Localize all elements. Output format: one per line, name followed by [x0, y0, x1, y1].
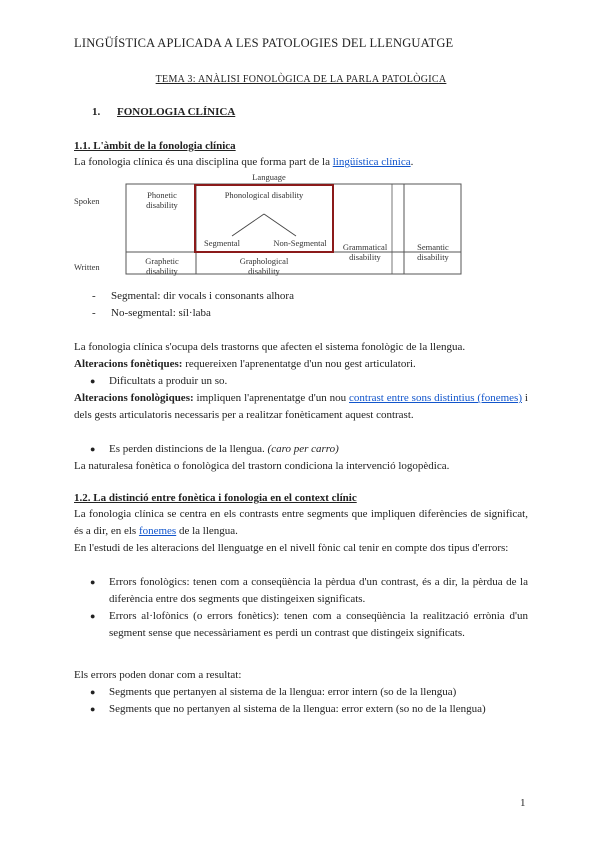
bullet-phonetic: [90, 373, 528, 390]
bullet-text: Dificultats a produir un so.: [109, 375, 228, 387]
diagram-segmental: Segmental: [204, 238, 240, 248]
section-number: 1.: [92, 106, 101, 118]
phonetic-alt-label: Alteracions fonètiques:: [74, 358, 183, 370]
link-linguistica-clinica[interactable]: lingüística clínica: [332, 156, 411, 168]
dash-mark: -: [92, 307, 96, 319]
phonological-alt-label: Alteracions fonològiques:: [74, 392, 194, 404]
bullet-mark: ●: [90, 376, 96, 386]
dash-text: Segmental: dir vocals i consonants alhora: [111, 290, 294, 302]
bullet-mark: ●: [90, 704, 96, 714]
bullet-mark: ●: [90, 687, 96, 697]
topic-title: TEMA 3: ANÀLISI FONOLÒGICA DE LA PARLA PATOLÒGICA: [155, 74, 447, 85]
page-number: 1: [520, 797, 526, 809]
intro-end: .: [410, 156, 414, 168]
diagram-phonological-disability: Phonological disability: [224, 190, 304, 200]
section-heading: [92, 106, 235, 118]
paragraph-nature: La naturalesa fonètica o fonològica del trastorn condiciona la intervenció logopèdica.: [74, 460, 450, 472]
bullet-text: Errors al·lofònics (o errors fonètics): tenen com a conseqüència la realització errònia d'un segment sense que necessàriament es perdi un contrast que distingeix significats.: [109, 610, 528, 639]
subsection-heading-1-2: 1.2. La distinció entre fonètica i fonologia en el context clínic: [74, 492, 357, 504]
phonological-alt-text-1: impliquen l'aprenentatge d'un nou: [193, 392, 350, 404]
dash-item-non-segmental: [92, 305, 211, 322]
bullet-error-allophonic: [90, 608, 528, 642]
paragraph-contrasts: [74, 506, 528, 540]
dash-item-segmental: [92, 288, 294, 305]
contrasts-text: La fonologia clínica se centra en els contrasts entre segments que impliquen diferències de significat, és a dir, en els: [74, 508, 528, 537]
contrasts-end: de la llengua.: [176, 525, 238, 537]
diagram-grammatical-disability: Grammatical disability: [342, 242, 388, 262]
diagram-graphological-disability: Graphological disability: [239, 256, 289, 276]
intro-text: La fonologia clínica és una disciplina que forma part de la: [74, 156, 333, 168]
link-contrast-sons[interactable]: contrast entre sons distintius (fonemes): [349, 392, 522, 404]
bullet-result-external: [90, 701, 528, 718]
bullet-mark: ●: [90, 611, 96, 621]
bullet-mark: ●: [90, 444, 96, 454]
section-title: FONOLOGIA CLÍNICA: [117, 106, 236, 118]
diagram-label-language: Language: [252, 172, 286, 182]
bullet-result-internal: [90, 684, 528, 701]
diagram-row-spoken: Spoken: [74, 196, 100, 206]
phonological-alt-text-2: i dels gests articulatoris necessaris per a realitzar fonèticament aquest contrast.: [74, 392, 528, 421]
intro-paragraph: [74, 154, 528, 171]
paragraph-phonetic-alterations: [74, 356, 528, 373]
language-disability-diagram: [74, 170, 528, 278]
diagram-non-segmental: Non-Segmental: [273, 238, 327, 248]
bullet-text: Errors fonològics: tenen com a conseqüència la pèrdua d'un contrast, és a dir, la pèrdua de la diferència entre dos segments que distingeixen significats.: [109, 576, 528, 605]
subsection-heading-1-1: 1.1. L'àmbit de la fonologia clínica: [74, 140, 236, 152]
diagram-row-written: Written: [74, 262, 100, 272]
link-fonemes[interactable]: fonemes: [138, 525, 177, 537]
diagram-phonetic-disability: Phonetic disability: [146, 190, 178, 210]
phonetic-alt-text: requereixen l'aprenentatge d'un nou gest articulatori.: [182, 358, 416, 370]
bullet-example: (caro per carro): [267, 443, 339, 455]
dash-text: No-segmental: síl·laba: [111, 307, 211, 319]
bullet-text: Segments que no pertanyen al sistema de la llengua: error extern (so no de la llengua): [109, 703, 486, 715]
bullet-error-phonological: [90, 574, 528, 608]
diagram-graphetic-disability: Graphetic disability: [145, 256, 179, 276]
diagram-semantic-disability: Semantic disability: [417, 242, 449, 262]
bullet-phonological: [90, 441, 528, 458]
bullet-mark: ●: [90, 577, 96, 587]
paragraph-error-types: En l'estudi de les alteracions del llenguatge en el nivell fònic cal tenir en compte dos tipus d'errors:: [74, 542, 509, 554]
bullet-text: [109, 441, 528, 458]
bullet-text: Segments que pertanyen al sistema de la llengua: error intern (so de la llengua): [109, 686, 457, 698]
bullet-text-main: Es perden distincions de la llengua.: [109, 443, 268, 455]
dash-mark: -: [92, 290, 96, 302]
document-title: LINGÜÍSTICA APLICADA A LES PATOLOGIES DEL LLENGUATGE: [74, 36, 454, 50]
paragraph-clinical-phonology: La fonologia clínica s'ocupa dels trastorns que afecten el sistema fonològic de la llengua.: [74, 341, 466, 353]
paragraph-phonological-alterations: [74, 390, 528, 424]
paragraph-results: Els errors poden donar com a resultat:: [74, 669, 242, 681]
